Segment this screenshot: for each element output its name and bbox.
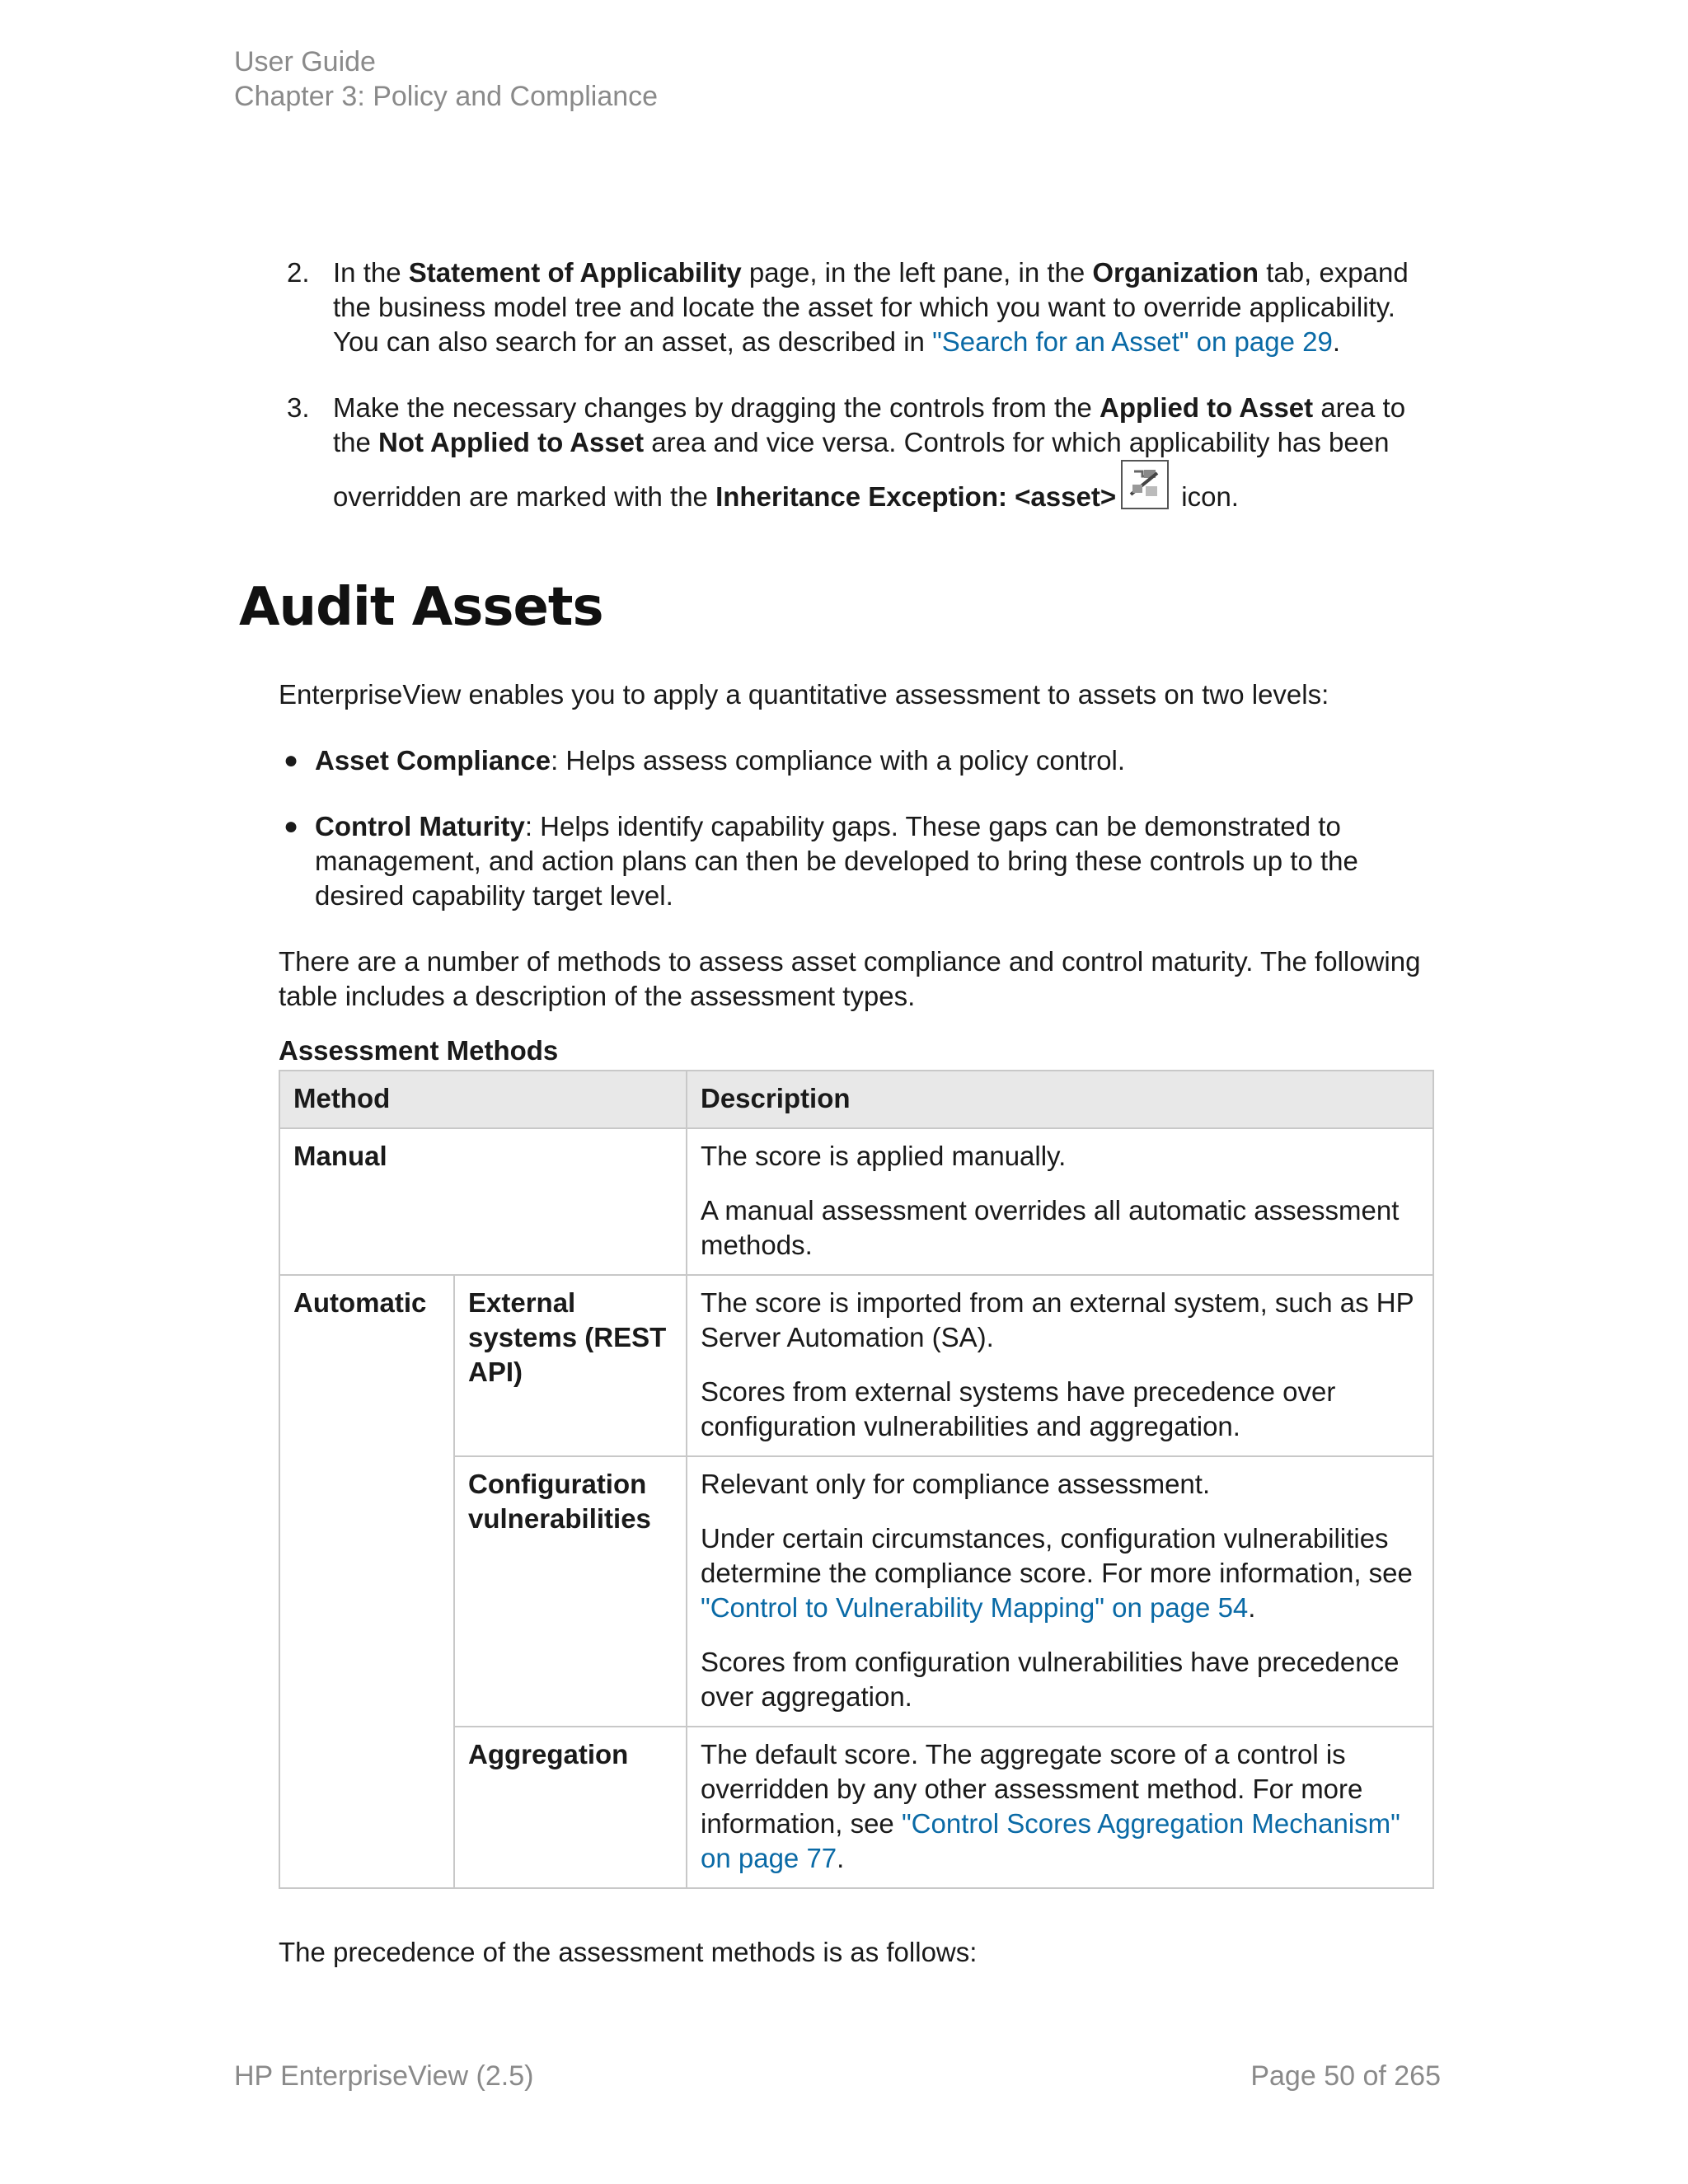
submethod-aggregation (454, 1727, 687, 1888)
method-label: Manual (293, 1141, 387, 1171)
text-run: : Helps identify capability gaps. These gaps can be demonstrated to management, and action plans can then be developed to bring these controls up to the desired capability target level. (315, 811, 1358, 911)
bold-term: Organization (1092, 257, 1259, 288)
footer-page-number: Page 50 of 265 (1250, 2060, 1441, 2092)
table-row (279, 1275, 1433, 1456)
description-text: Scores from external systems have precedence over configuration vulnerabilities and aggregation. (701, 1376, 1336, 1441)
precedence-paragraph: The precedence of the assessment methods is as follows: (279, 1937, 978, 1967)
method-label: Automatic (293, 1287, 427, 1318)
text-run: icon. (1174, 481, 1239, 512)
bold-term: Inheritance Exception: <asset> (715, 481, 1117, 512)
bullet-text (315, 809, 1452, 913)
description-cell (687, 1727, 1433, 1888)
bullet-dot: ● (284, 813, 299, 840)
methods-paragraph: There are a number of methods to assess asset compliance and control maturity. The following table includes a description of the assessment types. (279, 946, 1421, 1011)
text-run: : Helps assess compliance with a policy control. (551, 745, 1126, 776)
text-run: Make the necessary changes by dragging the controls from the (333, 392, 1100, 423)
description-cell (687, 1456, 1433, 1727)
bold-term: Applied to Asset (1100, 392, 1314, 423)
vulnerability-mapping-link[interactable]: "Control to Vulnerability Mapping" on page 54 (701, 1592, 1249, 1623)
footer-product: HP EnterpriseView (2.5) (234, 2060, 534, 2092)
description-text (701, 1521, 1419, 1625)
step-number: 3. (287, 392, 310, 423)
search-asset-link[interactable]: "Search for an Asset" on page 29 (932, 326, 1333, 357)
submethod-label: External systems (REST API) (468, 1287, 667, 1387)
method-manual (279, 1128, 687, 1275)
step-number: 2. (287, 257, 310, 288)
submethod-label: Aggregation (468, 1739, 629, 1769)
description-cell (687, 1128, 1433, 1275)
step-text (333, 255, 1437, 359)
text-run: area to the (333, 392, 1406, 457)
description-text: The score is imported from an external system, such as HP Server Automation (SA). (701, 1287, 1414, 1352)
bold-term: Not Applied to Asset (378, 427, 645, 457)
running-header (234, 45, 658, 114)
step-text (333, 391, 1437, 514)
description-text: Relevant only for compliance assessment. (701, 1469, 1211, 1499)
submethod-external (454, 1275, 687, 1456)
text-run: . (1332, 326, 1340, 357)
description-text: Scores from configuration vulnerabilities have precedence over aggregation. (701, 1647, 1400, 1712)
text-run: area and vice versa. Controls for which applicability has been overridden are marked with the (333, 427, 1390, 512)
aggregation-mechanism-link[interactable]: "Control Scores Aggregation Mechanism" on page 77 (701, 1808, 1400, 1873)
header-method: Method (279, 1071, 687, 1128)
assessment-methods-table (279, 1070, 1434, 1889)
text-run: . (1248, 1592, 1256, 1623)
header-chapter: Chapter 3: Policy and Compliance (234, 81, 659, 112)
text-run: tab, expand the business model tree and locate the asset for which you want to override applicability. You can also search for an asset, as described in (333, 257, 1409, 357)
description-text (701, 1737, 1419, 1876)
bullet-text (315, 743, 1452, 778)
bold-term: Statement of Applicability (408, 257, 742, 288)
description-cell (687, 1275, 1433, 1456)
text-run: page, in the left pane, in the (741, 257, 1093, 288)
header-description: Description (687, 1071, 1433, 1128)
section-title: Audit Assets (239, 577, 603, 638)
bold-term: Asset Compliance (315, 745, 551, 776)
table-header-row (279, 1071, 1433, 1128)
intro-paragraph: EnterpriseView enables you to apply a quantitative assessment to assets on two levels: (279, 679, 1329, 710)
text-run: The default score. The aggregate score of a control is overridden by any other assessment method. For more information, see (701, 1739, 1363, 1839)
inheritance-exception-icon (1121, 460, 1169, 509)
method-automatic (279, 1275, 454, 1888)
description-text: A manual assessment overrides all automatic assessment methods. (701, 1195, 1400, 1260)
submethod-label: Configuration vulnerabilities (468, 1469, 651, 1534)
bullet-dot: ● (284, 747, 299, 774)
text-run: In the (333, 257, 409, 288)
text-run: . (837, 1843, 845, 1873)
description-text: The score is applied manually. (701, 1141, 1067, 1171)
text-run: Under certain circumstances, configuration vulnerabilities determine the compliance score. For more information, see (701, 1523, 1413, 1588)
header-doc-title: User Guide (234, 46, 376, 77)
table-caption: Assessment Methods (279, 1035, 559, 1066)
submethod-config (454, 1456, 687, 1727)
table-row (279, 1128, 1433, 1275)
bold-term: Control Maturity (315, 811, 525, 841)
